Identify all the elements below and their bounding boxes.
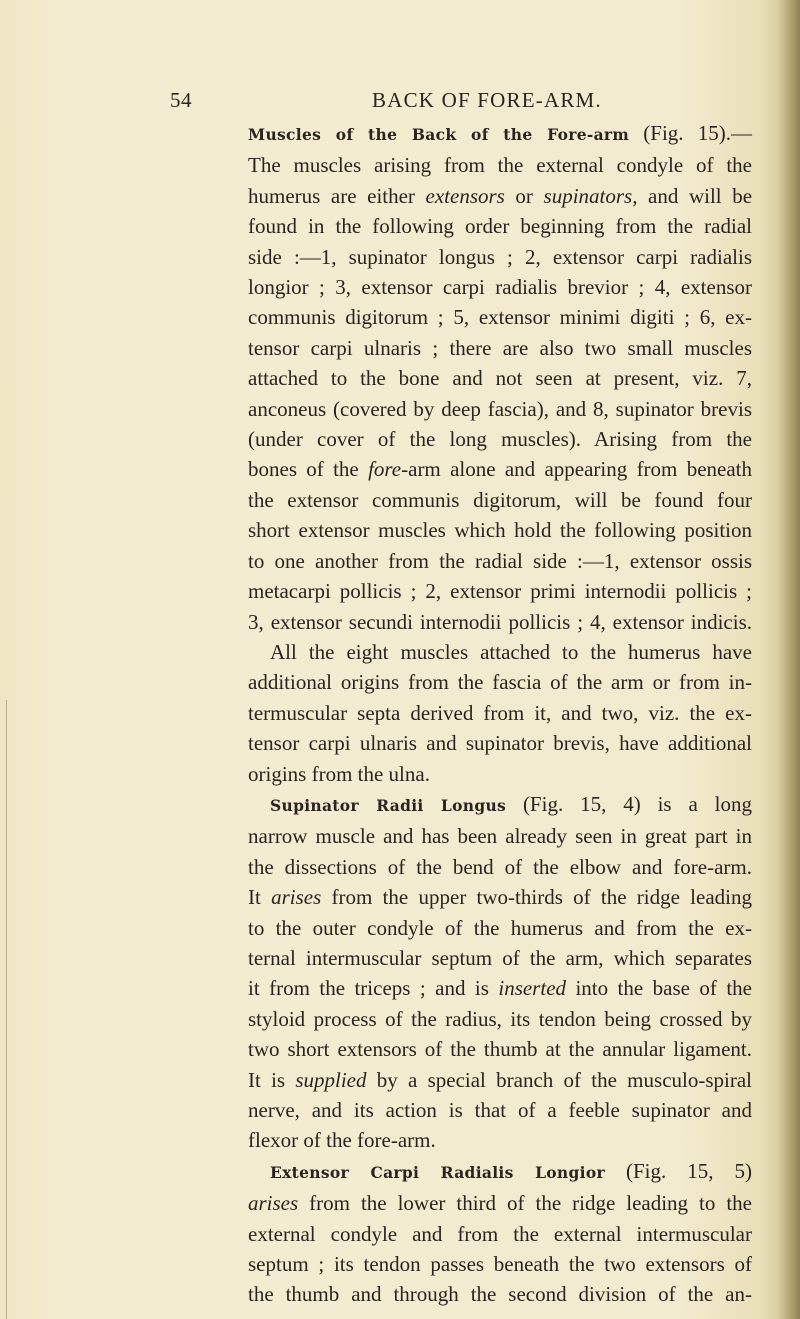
text-line: additional origins from the fascia of the arm or from in- [248,670,752,695]
text-line: flexor of the fore-arm. [248,1128,436,1153]
text-line: found in the following order beginning from the radial [248,214,752,239]
text-line: two short extensors of the thumb at the annular ligament. [248,1037,752,1062]
text-line: attached to the bone and not seen at present, viz. 7, [248,366,752,391]
text-line: styloid process of the radius, its tendon being crossed by [248,1006,752,1031]
text-line: It arises from the upper two-thirds of the ridge leading [248,885,752,910]
text-line: external condyle and from the external intermuscular [248,1221,752,1246]
text-line: short extensor muscles which hold the following position [248,518,752,543]
text-line: The muscles arising from the external condyle of the [248,153,752,178]
text-line: bones of the fore-arm alone and appearing from beneath [248,457,752,482]
text-line: Supinator Radii Longus (Fig. 15, 4) is a long [270,791,752,816]
text-line: origins from the ulna. [248,761,430,786]
text-line: to the outer condyle of the humerus and from the ex- [248,915,752,940]
body-text [248,118,752,1310]
text-line: the dissections of the bend of the elbow and fore-arm. [248,854,752,879]
text-line: the thumb and through the second division of the an- [248,1282,752,1307]
text-line: Extensor Carpi Radialis Longior (Fig. 15, 5) [270,1158,752,1183]
section-heading: Extensor Carpi Radialis Longior [270,1162,605,1182]
text-line: humerus are either extensors or supinators, and will be [248,183,753,208]
text-line: tensor carpi ulnaris and supinator brevis, have additional [248,731,752,756]
text-line: termuscular septa derived from it, and two, viz. the ex- [248,700,752,725]
page-number: 54 [170,88,192,112]
text-line: metacarpi pollicis ; 2, extensor primi internodii pollicis ; [248,579,752,604]
text-line: longior ; 3, extensor carpi radialis brevior ; 4, extensor [248,275,752,300]
text-line: the extensor communis digitorum, will be found four [248,487,752,512]
text-line: septum ; its tendon passes beneath the two extensors of [248,1252,752,1277]
page-fold-line [6,700,7,1319]
text-line: 3, extensor secundi internodii pollicis ; 4, extensor indicis. [248,609,752,634]
text-line: anconeus (covered by deep fascia), and 8, supinator brevis [248,396,752,421]
text-line: it from the triceps ; and is inserted into the base of the [248,976,752,1001]
running-header [0,88,800,114]
text-line: narrow muscle and has been already seen in great part in [248,824,752,849]
text-line: ternal intermuscular septum of the arm, which separates [248,945,752,970]
text-line: (under cover of the long muscles). Arising from the [248,427,752,452]
section-heading: Supinator Radii Longus [270,795,507,815]
text-line: side :—1, supinator longus ; 2, extensor carpi radialis [248,244,752,269]
text-line: All the eight muscles attached to the humerus have [270,639,752,664]
text-line: tensor carpi ulnaris ; there are also two small muscles [248,335,752,360]
text-line: to one another from the radial side :—1, extensor ossis [248,548,752,573]
running-title: BACK OF FORE-ARM. [372,88,602,112]
page-edge-shadow [778,0,800,1319]
text-line: nerve, and its action is that of a feeble supinator and [248,1098,752,1122]
text-line: It is supplied by a special branch of the musculo-spiral [248,1067,752,1092]
text-line: Muscles of the Back of the Fore-arm (Fig. 15).— [248,121,752,145]
text-line: communis digitorum ; 5, extensor minimi digiti ; 6, ex- [248,305,752,330]
section-heading: Muscles of the Back of the Fore-arm [248,125,630,144]
text-line: arises from the lower third of the ridge leading to the [248,1191,752,1216]
